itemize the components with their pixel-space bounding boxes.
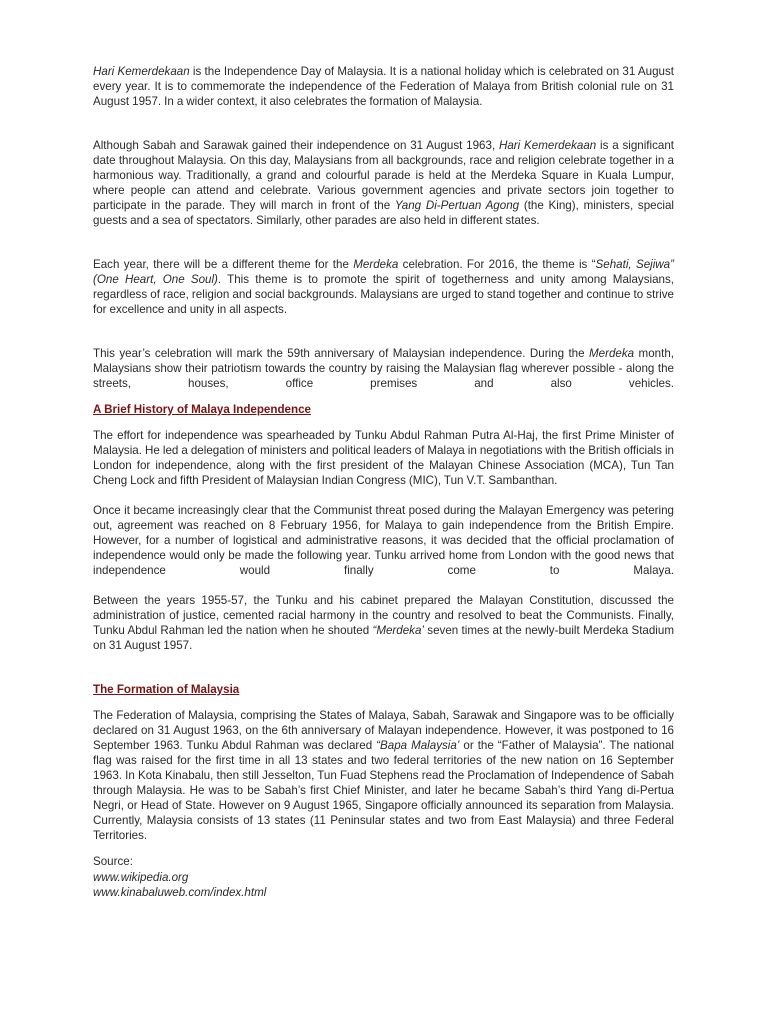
history-paragraph-2: Once it became increasingly clear that the Communist threat posed during the Malayan Emergency was petering out, agreement was reached on 8 February 1956, for Malaya to gain independence from the British Empire. However, for a number of logistical and administrative reasons, it was decided that the official proclamation of independence would only be made the following year. Tunku arrived home from London with the good news that independence would finally come to Malaya. bbox=[93, 504, 674, 577]
term-bapa-malaysia: “Bapa Malaysia’ bbox=[376, 739, 460, 752]
history-paragraph-1: The effort for independence was spearheaded by Tunku Abdul Rahman Putra Al-Haj, the first Prime Minister of Malaysia. He led a delegation of ministers and political leaders of Malaya in negotiations with the British officials in London for independence, along with the first president of the Malayan Chinese Association (MCA), Tun Tan Cheng Lock and fifth President of Malaysian Indian Congress (MIC), Tun V.T. Sambanthan. bbox=[93, 429, 674, 487]
intro-paragraph-1: Hari Kemerdekaan is the Independence Day of Malaysia. It is a national holiday which is celebrated on 31 August every year. It is to commemorate the independence of the Federation of Malaya from British colonial rule on 31 August 1957. In a wider context, it also celebrates the formation of Malaysia. bbox=[93, 65, 674, 108]
formation-heading: The Formation of Malaysia bbox=[93, 683, 240, 696]
source-link-wikipedia[interactable]: www.wikipedia.org bbox=[93, 870, 189, 884]
history-heading: A Brief History of Malaya Independence bbox=[93, 403, 311, 416]
theme-sehati-sejiwa: Sehati, Sejiwa” (One Heart, One Soul) bbox=[93, 258, 674, 286]
term-merdeka-2: Merdeka bbox=[589, 347, 635, 360]
term-hari-kemerdekaan-2: Hari Kemerdekaan bbox=[498, 139, 597, 152]
formation-paragraph-1: The Federation of Malaysia, comprising the States of Malaya, Sabah, Sarawak and Singapore was to be officially declared on 31 August 1963, on the 6th anniversary of Malayan independence. However, it was postponed to 16 September 1963. Tunku Abdul Rahman was declared “Bapa Malaysia’ or the “Father of Malaysia”. The national flag was raised for the first time in all 13 states and two federal territories of the new nation on 16 September 1963. In Kota Kinabalu, then still Jesselton, Tun Fuad Stephens read the Proclamation of Independence of Sabah through Malaysia. He was to be Sabah’s first Chief Minister, and later he became Sabah’s third Yang di-Pertua Negri, or Head of State. However on 9 August 1965, Singapore officially announced its separation from Malaysia. Currently, Malaysia consists of 13 states (11 Peninsular states and two from East Malaysia) and three Federal Territories. bbox=[93, 709, 674, 842]
term-yang-di-pertuan-agong: Yang Di-Pertuan Agong bbox=[394, 199, 520, 212]
history-paragraph-3: Between the years 1955-57, the Tunku and his cabinet prepared the Malayan Constitution, discussed the administration of justice, cemented racial harmony in the country and resolved to beat the Communists. Finally, Tunku Abdul Rahman led the nation when he shouted “Merdeka’ seven times at the newly-built Merdeka Stadium on 31 August 1957. bbox=[93, 594, 674, 652]
term-hari-kemerdekaan: Hari Kemerdekaan bbox=[93, 65, 190, 78]
intro-paragraph-4: This year’s celebration will mark the 59th anniversary of Malaysian independence. During the Merdeka month, Malaysians show their patriotism towards the country by raising the Malaysian flag wherever possible - along the streets, houses, office premises and also vehicles. bbox=[93, 347, 674, 390]
term-merdeka-shout: “Merdeka’ bbox=[372, 624, 424, 637]
source-block bbox=[93, 854, 674, 901]
source-label: Source: bbox=[93, 855, 133, 868]
term-merdeka: Merdeka bbox=[353, 258, 399, 271]
document-body bbox=[93, 64, 674, 901]
intro-paragraph-3: Each year, there will be a different theme for the Merdeka celebration. For 2016, the theme is “Sehati, Sejiwa” (One Heart, One Soul). This theme is to promote the spirit of togetherness and unity among Malaysians, regardless of race, religion and social backgrounds. Malaysians are urged to stand together and continue to strive for excellence and unity in all aspects. bbox=[93, 258, 674, 316]
source-link-kinabaluweb[interactable]: www.kinabaluweb.com/index.html bbox=[93, 886, 267, 899]
intro-paragraph-2: Although Sabah and Sarawak gained their independence on 31 August 1963, Hari Kemerdekaan is a significant date throughout Malaysia. On this day, Malaysians from all backgrounds, race and religion celebrate together in a harmonious way. Traditionally, a grand and colourful parade is held at the Merdeka Square in Kuala Lumpur, where people can attend and celebrate. Various government agencies and private sectors join together to participate in the parade. They will march in front of the Yang Di-Pertuan Agong (the King), ministers, special guests and a sea of spectators. Similarly, other parades are also held in different states. bbox=[93, 139, 674, 227]
